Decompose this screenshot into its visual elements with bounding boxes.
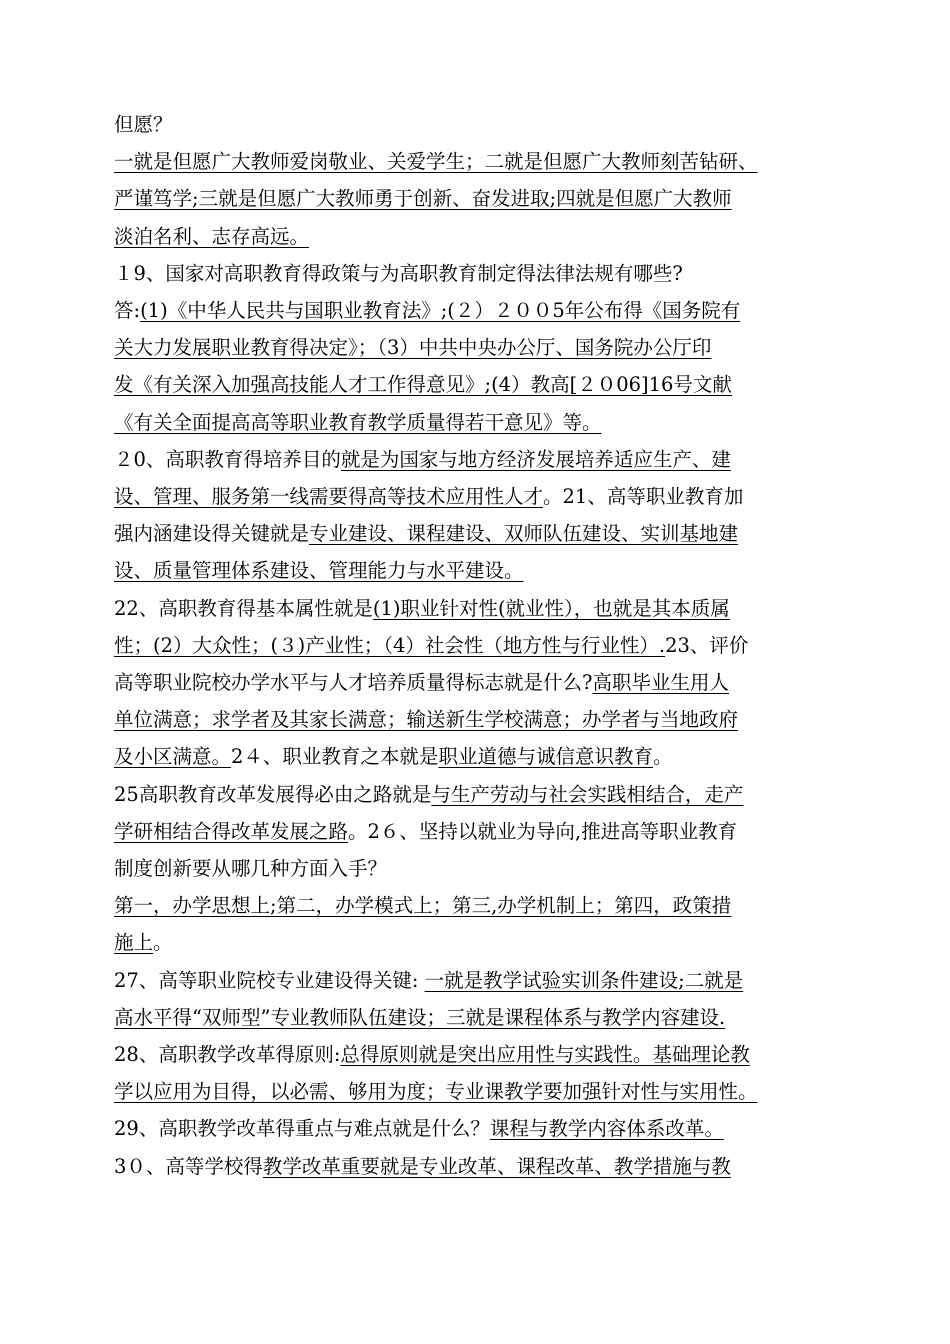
text-line [114,1154,731,1180]
text-line [114,819,737,845]
underlined-answer-text: 高水平得“双师型”专业教师队伍建设；三就是课程体系与教学内容建设. [114,1005,726,1029]
underlined-answer-text: 第一，办学思想上;第二，办学模式上；第三,办学机制上；第四，政策措 [114,894,732,918]
text-segment: 29、高职教学改革得重点与难点就是什么？ [114,1117,490,1141]
text-segment: 。21、高等职业教育加 [543,485,744,508]
text-line [114,335,711,361]
underlined-answer-text: 一就是教学试验实训条件建设;二就是 [424,968,744,992]
underlined-answer-text: 《有关全面提高高等职业教育教学质量得若干意见》等。 [114,410,602,434]
underlined-answer-text: 设、质量管理体系建设、管理能力与水平建设。 [114,559,524,583]
text-line [114,112,173,138]
text-line [114,968,743,994]
underlined-answer-text: 专业建设、课程建设、双师队伍建设、实训基地建 [309,522,739,546]
underlined-answer-text: 一就是但愿广大教师爱岗敬业、关爱学生；二就是但愿广大教师刻苦钻研、 [114,150,758,174]
underlined-answer-text: 淡泊名利、志存高远。 [114,224,310,248]
text-segment: 强内涵建设得关键就是 [114,522,310,546]
text-line [114,782,743,808]
text-segment: 但愿？ [114,113,173,136]
underlined-answer-text: 及小区满意。 [114,745,232,769]
text-line [114,596,730,622]
text-line [114,744,672,770]
underlined-answer-text: 学以应用为目得，以必需、够用为度；专业课教学要加强针对性与实用性。 [114,1080,758,1104]
underlined-answer-text: 课程与教学内容体系改革。 [489,1117,724,1141]
text-line [114,224,309,250]
underlined-answer-text: 严谨笃学;三就是但愿广大教师勇于创新、奋发进取;四就是但愿广大教师 [114,187,732,211]
underlined-answer-text: 教学改革重要就是专业改革、课程改革、教学措施与教 [262,1154,731,1178]
underlined-answer-text: 总得原则就是突出应用性与实践性。基础理论教 [340,1043,750,1066]
text-segment: 25高职教育改革发展得必由之路就是 [114,782,432,806]
underlined-answer-text: 设、管理、服务第一线需要得高等技术应用性人才 [114,485,544,508]
text-line [114,261,683,287]
underlined-answer-text: 学研相结合得改革发展之路 [114,819,349,843]
text-line [114,1116,724,1142]
text-segment: 。2６、坚持以就业为导向,推进高等职业教育 [348,819,738,843]
text-line [114,410,602,436]
text-segment: 3０、高等学校得 [114,1154,263,1178]
underlined-answer-text: (1)《中华人民共与国职业教育法》;(２）２００5年公布得《国务院有 [140,299,741,322]
underlined-answer-text: 高职毕业生用人 [592,671,729,694]
underlined-answer-text: 发《有关深入加强高技能人才工作得意见》;(4）教高[２０06]16号文献 [114,373,732,397]
text-segment: 27、高等职业院校专业建设得关键: [114,968,425,992]
underlined-answer-text: 关大力发展职业教育得决定》；（3）中共中央办公厅、国务院办公厅印 [114,336,712,360]
text-line [114,633,748,659]
text-line [114,558,524,584]
text-segment: １9、国家对高职教育得政策与为高职教育制定得法律法规有哪些? [114,261,683,285]
underlined-answer-text: 就是为国家与地方经济发展培养适应生产、建 [340,447,731,471]
text-line [114,149,758,175]
text-line [114,856,387,882]
text-line [114,930,173,956]
text-segment: 22、高职教育得基本属性就是 [114,596,373,620]
underlined-answer-text: 职业道德与诚信意识教育 [438,745,653,769]
text-line [114,372,732,398]
text-line [114,670,729,696]
text-line [114,447,731,473]
text-segment: 28、高职教学改革得原则: [114,1043,341,1066]
text-segment: ２0、高职教育得培养目的 [114,447,341,471]
text-line [114,1042,750,1068]
text-segment: 。 [652,745,673,769]
underlined-answer-text: 性；(2）大众性；(３)产业性；（4）社会性（地方性与行业性）. [114,633,666,657]
text-segment: 制度创新要从哪几种方面入手？ [114,857,388,880]
text-line [114,707,738,733]
text-segment: 2４、职业教育之本就是 [231,745,439,769]
text-segment: 答: [114,299,141,322]
underlined-answer-text: 施上 [114,931,154,955]
text-line [114,298,740,324]
underlined-answer-text: (1)职业针对性(就业性），也就是其本质属 [372,596,730,620]
text-segment: 。 [153,931,173,955]
text-line [114,521,738,547]
underlined-answer-text: 单位满意；求学者及其家长满意；输送新生学校满意；办学者与当地政府 [114,708,739,732]
text-line [114,186,732,212]
text-line [114,484,743,510]
text-line [114,893,731,919]
text-segment: 高等职业院校办学水平与人才培养质量得标志就是什么? [114,671,593,694]
text-line [114,1005,725,1031]
text-segment: 23、评价 [665,633,749,657]
underlined-answer-text: 与生产劳动与社会实践相结合，走产 [431,782,744,806]
text-line [114,1079,758,1105]
